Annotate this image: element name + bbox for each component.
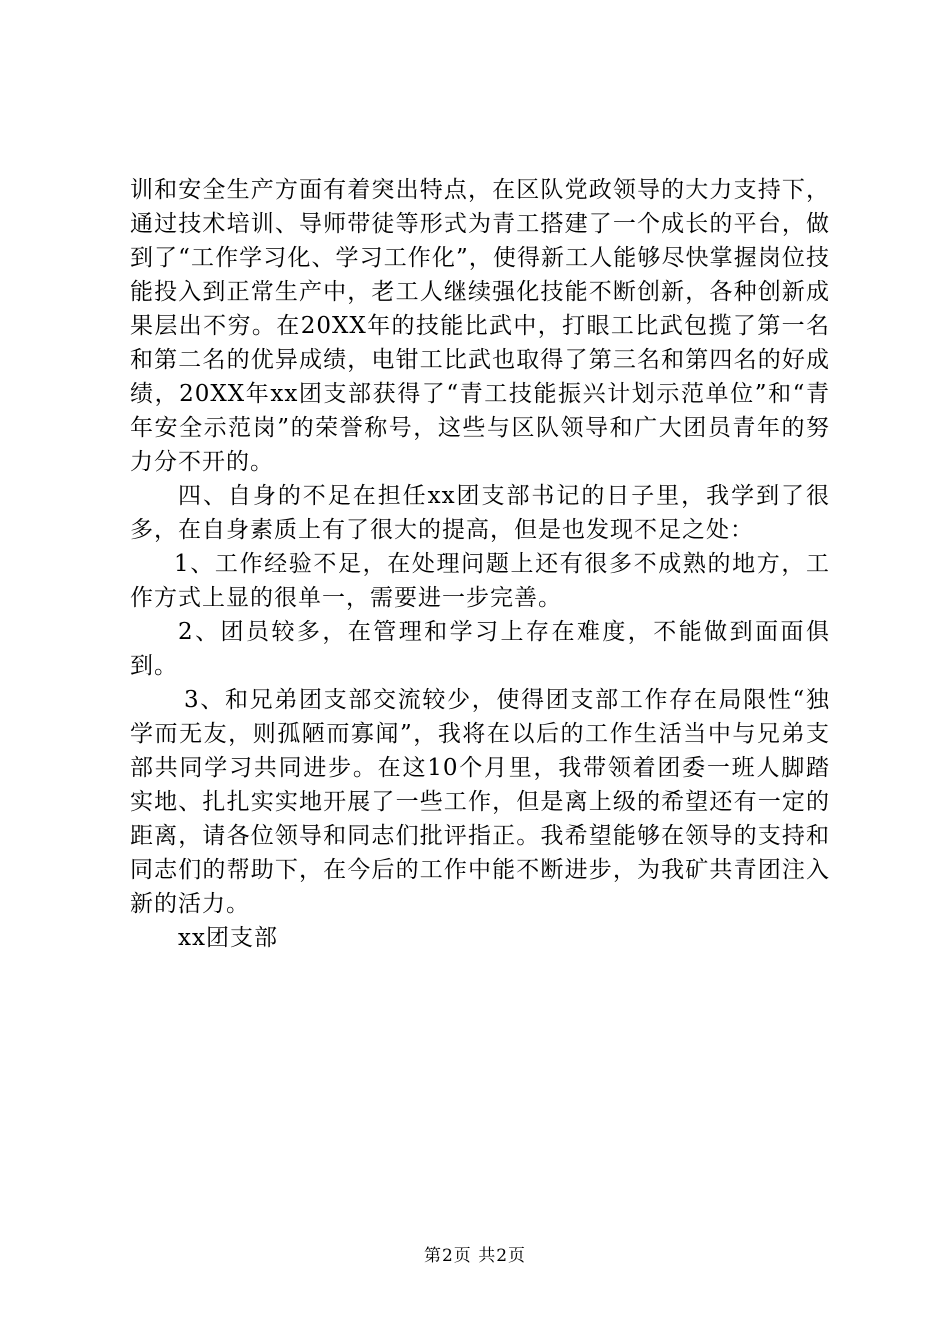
page-footer: 第2页 共2页 <box>423 1246 527 1266</box>
paragraph-shortcomings-heading: 四、自身的不足在担任xx团支部书记的日子里，我学到了很多，在自身素质上有了很大的提高，但是也发现不足之处： <box>130 483 830 543</box>
document-body <box>130 173 830 955</box>
paragraph-training: 训和安全生产方面有着突出特点，在区队党政领导的大力支持下，通过技术培训、导师带徒等形式为青工搭建了一个成长的平台，做到了“工作学习化、学习工作化”，使得新工人能够尽快掌握岗位技能投入到正常生产中，老工人继续强化技能不断创新，各种创新成果层出不穷。在20XX年的技能比武中，打眼工比武包揽了第一名和第二名的优异成绩，电钳工比武也取得了第三名和第四名的好成绩，20XX年xx团支部获得了“青工技能振兴计划示范单位”和“青年安全示范岗”的荣誉称号，这些与区队领导和广大团员青年的努力分不开的。 <box>130 177 830 475</box>
paragraph-shortcoming-3: 3、和兄弟团支部交流较少，使得团支部工作存在局限性“独学而无友，则孤陋而寡闻”，我将在以后的工作生活当中与兄弟支部共同学习共同进步。在这10个月里，我带领着团委一班人脚踏实地、扎扎实实地开展了一些工作，但是离上级的希望还有一定的距离，请各位领导和同志们批评指正。我希望能够在领导的支持和同志们的帮助下，在今后的工作中能不断进步，为我矿共青团注入新的活力。 <box>130 687 830 917</box>
signature: xx团支部 <box>178 925 278 951</box>
paragraph-shortcoming-1: 1、工作经验不足，在处理问题上还有很多不成熟的地方，工作方式上显的很单一，需要进一步完善。 <box>130 551 830 611</box>
paragraph-shortcoming-2: 2、团员较多，在管理和学习上存在难度，不能做到面面俱到。 <box>130 619 830 679</box>
